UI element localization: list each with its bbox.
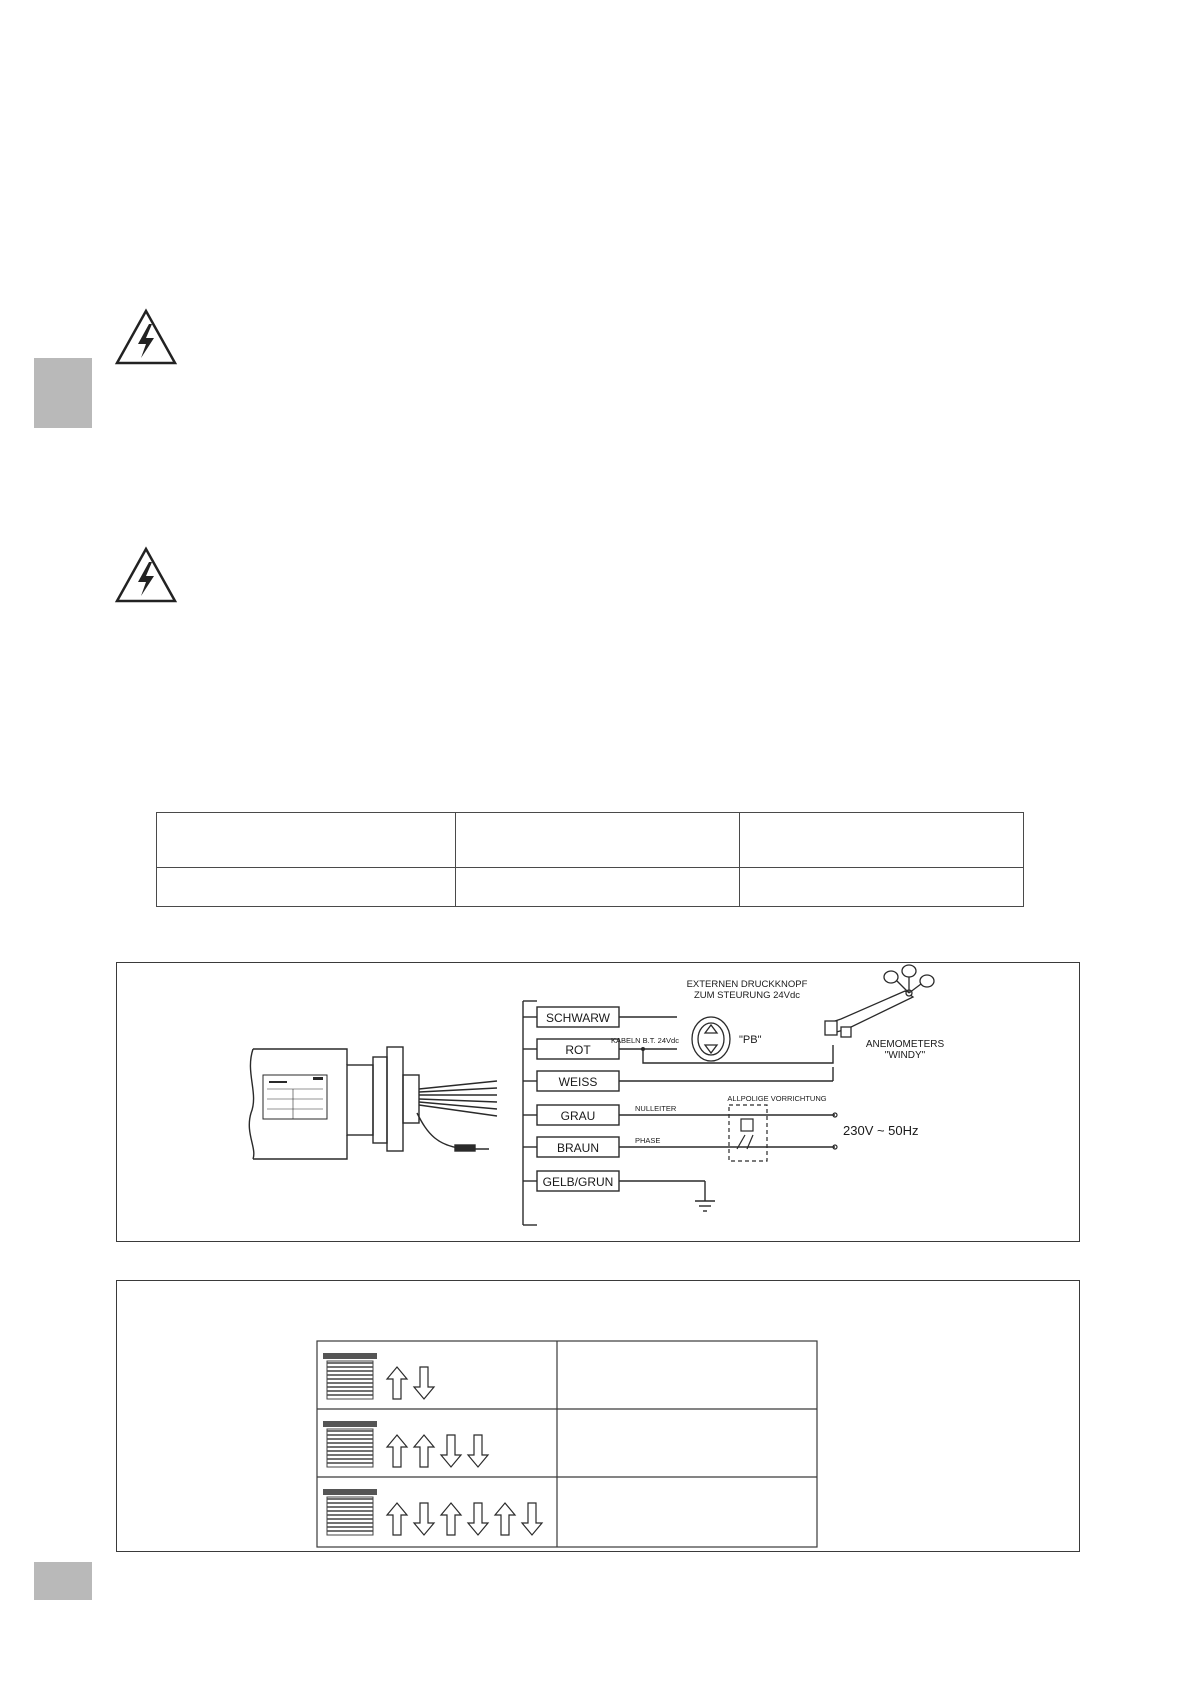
wire-label-weiss <box>523 1071 833 1091</box>
table-cell <box>740 868 1024 907</box>
arrow-down-icon <box>414 1367 434 1399</box>
arrow-down-icon <box>468 1435 488 1467</box>
arrow-up-icon <box>387 1367 407 1399</box>
push-button-icon <box>692 1017 730 1061</box>
arrow-up-icon <box>387 1503 407 1535</box>
switch-icon <box>737 1119 753 1149</box>
svg-text:GRAU: GRAU <box>560 1109 596 1123</box>
motor-drawing <box>249 1047 497 1159</box>
wire-label-gelb-grun <box>523 1171 705 1201</box>
ground-icon <box>695 1201 715 1211</box>
arrow-down-icon <box>441 1435 461 1467</box>
all-pole-switch <box>729 1105 767 1161</box>
side-tab-top <box>34 358 92 428</box>
table-cell <box>740 813 1024 868</box>
push-button-subtitle: ZUM STEURUNG 24Vdc <box>693 990 801 1001</box>
wire-label-grau <box>523 1105 835 1125</box>
sequence-frame <box>116 1280 1080 1552</box>
anemometer-label: ANEMOMETERS <box>865 1039 945 1050</box>
table-cell <box>157 813 456 868</box>
table-row <box>157 868 1024 907</box>
svg-text:SCHWARW: SCHWARW <box>546 1011 610 1025</box>
arrow-down-icon <box>414 1503 434 1535</box>
wire-label-schwarw <box>523 1007 677 1027</box>
awning-icon <box>323 1421 377 1467</box>
anemometer-sublabel: "WINDY" <box>884 1050 926 1061</box>
table-cell <box>157 868 456 907</box>
supply-label: 230V ~ 50Hz <box>843 1123 919 1138</box>
svg-text:WEISS: WEISS <box>558 1075 598 1089</box>
arrow-up-icon <box>495 1503 515 1535</box>
electrical-warning-icon <box>114 546 178 604</box>
svg-text:BRAUN: BRAUN <box>556 1141 600 1155</box>
push-button-title: EXTERNEN DRUCKKNOPF <box>686 979 808 990</box>
arrow-up-icon <box>387 1435 407 1467</box>
motor-label-text <box>269 1077 323 1083</box>
wire-label-braun <box>523 1137 835 1157</box>
arrow-up-icon <box>441 1503 461 1535</box>
side-tab-bottom <box>34 1562 92 1600</box>
svg-text:ROT: ROT <box>565 1043 591 1057</box>
switch-label: ALLPOLIGE VORRICHTUNG <box>727 1094 827 1103</box>
arrow-down-icon <box>522 1503 542 1535</box>
phase-label: PHASE <box>635 1136 661 1145</box>
awning-icon <box>323 1353 377 1399</box>
table-cell <box>456 813 740 868</box>
wiring-diagram-frame <box>116 962 1080 1242</box>
arrow-up-icon <box>414 1435 434 1467</box>
electrical-warning-icon <box>114 308 178 366</box>
anemometer-icon <box>825 965 934 1037</box>
push-button-cable-label: KABELN B.T. 24Vdc <box>611 1036 679 1045</box>
push-button-tag: "PB" <box>739 1034 762 1046</box>
neutral-label: NULLEITER <box>635 1104 677 1113</box>
awning-icon <box>323 1489 377 1535</box>
table-row <box>157 813 1024 868</box>
table-cell <box>456 868 740 907</box>
spec-table <box>156 812 1024 907</box>
arrow-down-icon <box>468 1503 488 1535</box>
svg-text:GELB/GRUN: GELB/GRUN <box>542 1175 614 1189</box>
wiring-diagram <box>117 963 1081 1243</box>
sequence-table <box>117 1281 1081 1553</box>
